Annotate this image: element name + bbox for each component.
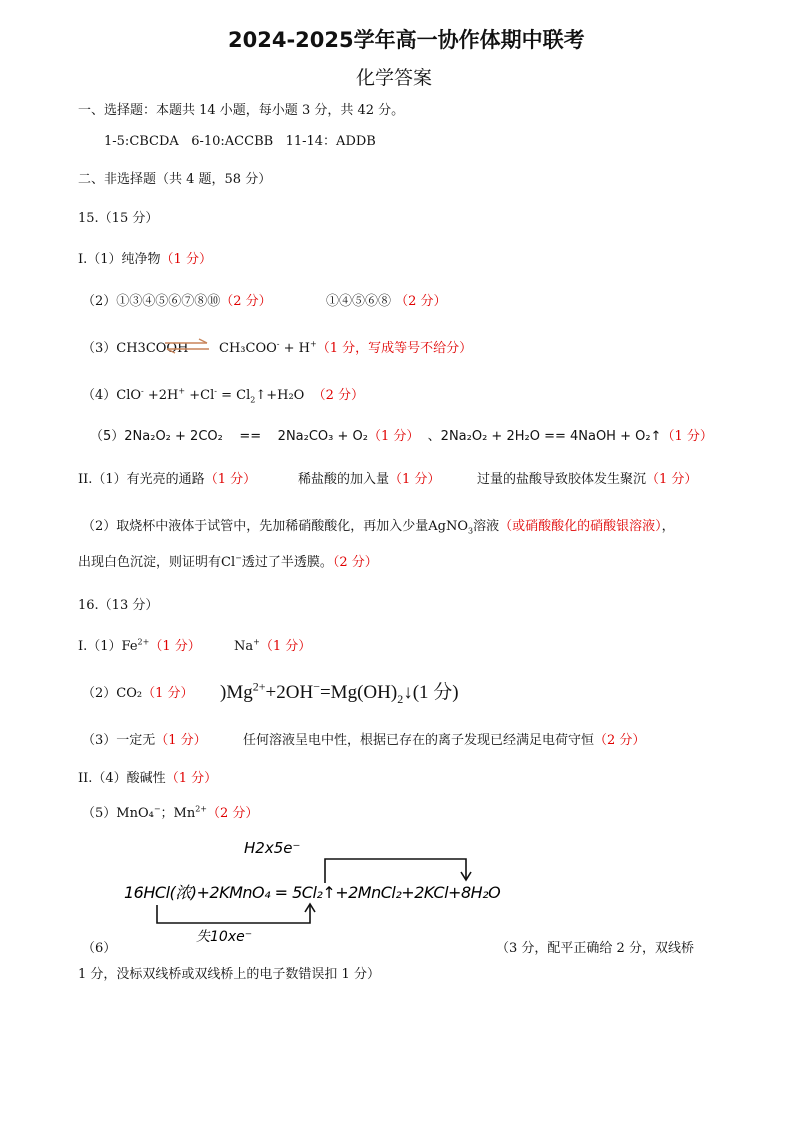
q16-i1-b [234, 635, 311, 654]
q15-ii2-comma: ， [661, 519, 675, 534]
q15-i4-b: +2H [147, 388, 179, 403]
q15-i5 [90, 425, 713, 444]
q15-i4-d: = Cl [221, 388, 251, 403]
q15-ii2-line1: （2）取烧杯中液体于试管中，先加稀硝酸酸化，再加入少量AgNO$_3$溶液（或硝酸酸化的硝酸银溶液）， [82, 519, 675, 536]
q16-ii5: （5）MnO₄−；$Mn^{2+}(2$ 分） [82, 804, 259, 821]
q15-i2-b [326, 290, 447, 309]
q15-ii2-alt: （或硝酸酸化的硝酸银溶液） [499, 519, 662, 534]
q15-i2-score2: （2 分） [395, 294, 447, 309]
q15-i1-label: I.（1）纯净物 [78, 252, 161, 267]
q15-i4: $(4)ClO^- +2H^+ +Cl^- = Cl_2↑+H_2O$ （2 分） [82, 386, 364, 405]
q16-ii4 [78, 767, 217, 786]
q15-i4-score: （2 分） [312, 388, 364, 403]
q15-i3-product: CH₃COO [219, 341, 277, 356]
q16-i3-b [243, 729, 645, 748]
q15-i1-score: （1 分） [160, 252, 212, 267]
q16-i2-eq: )Mg [220, 682, 253, 703]
page-title: 2024-2025学年高一协作体期中联考 [228, 28, 585, 52]
q15-i1 [78, 248, 212, 267]
q15-i3-plus: + H [283, 341, 310, 356]
q16-i1-label: I.（1）Fe [78, 639, 138, 654]
q16-ii4-score: （1 分） [165, 771, 218, 786]
page-subtitle: 化学答案 [356, 67, 433, 89]
q16-ii5-label: （5）MnO₄ [82, 806, 154, 821]
q16-ii5-sup: 2+ [195, 804, 208, 814]
q15-ii1-score2: （1 分） [389, 472, 441, 487]
q15-ii2-text1b: 溶液 [473, 519, 500, 534]
q15-i5-sep: 、 [427, 429, 441, 444]
q16-heading: 16.（13 分） [78, 598, 159, 613]
q16-ii6-note2: 1 分，没标双线桥或双线桥上的电子数错误扣 1 分） [78, 967, 380, 982]
q15-i3-b: CH₃COO- + H+（1 分，写成等号不给分） [219, 339, 473, 356]
q15-i3-label: （3）CH3COOH [82, 341, 189, 356]
q16-ii5-sep: ；Mn [160, 806, 196, 821]
q16-i1-score1: （1 分） [149, 639, 201, 654]
q15-i4-e: ↑+H₂O [255, 388, 305, 403]
q15-ii2-score: （2 分） [332, 555, 378, 570]
q16-i2 [82, 682, 194, 701]
q15-ii1-c [477, 468, 697, 487]
q16-i1-sup2: + [253, 637, 260, 647]
q16-ii4-label: II.（4）酸碱性 [78, 771, 166, 786]
q16-i2-eq-c: =Mg(OH) [319, 682, 398, 703]
q15-i2-label: （2）①③④⑤⑥⑦⑧⑩ [82, 294, 221, 309]
q15-ii2-text2: 出现白色沉淀，则证明有 [78, 555, 222, 570]
q15-ii1 [78, 468, 256, 487]
equilibrium-arrow-icon [163, 338, 211, 354]
q15-i2-score1: （2 分） [220, 294, 272, 309]
q16-i1-sup1: 2+ [137, 637, 150, 647]
q16-ii5-score: （2 分） [207, 806, 259, 821]
q15-ii1-label: II.（1）有光亮的通路 [78, 472, 205, 487]
q16-i3-score1: （1 分） [155, 733, 207, 748]
q16-i3-score2: （2 分） [594, 733, 646, 748]
q15-i5-eq2: 2Na₂O₂ + 2H₂O == 4NaOH + O₂↑ [440, 429, 662, 444]
q15-ii2-line2: 出现白色沉淀，则证明有Cl−透过了半透膜。（2 分） [78, 553, 378, 570]
q15-i4-a: （4）ClO [82, 388, 142, 403]
q16-i1 [78, 635, 201, 654]
section-2-heading: 二、非选择题（共 4 题，58 分） [78, 172, 272, 187]
q15-ii1-ans3: 过量的盐酸导致胶体发生聚沉 [477, 472, 647, 487]
q16-i3-reason: 任何溶液呈电中性，根据已存在的离子发现已经满足电荷守恒 [243, 733, 595, 748]
q16-i1-score2: （1 分） [259, 639, 312, 654]
hw-top-label: H2x5e⁻ [244, 839, 301, 857]
q15-ii2-cl: Cl [221, 555, 236, 570]
hw-equation: 16HCl(浓)+2KMnO₄ = 5Cl₂↑+2MnCl₂+2KCl+8H₂O [124, 883, 501, 902]
q15-ii1-ans2: 稀盐酸的加入量 [298, 472, 390, 487]
q16-i3-label: （3）一定无 [82, 733, 156, 748]
q15-i2-ans2: ①④⑤⑥⑧ [326, 294, 392, 309]
q15-i5-score1: （1 分） [367, 429, 420, 444]
q16-ii6-note1: （3 分，配平正确给 2 分，双线桥 [496, 941, 694, 956]
q16-i1-na: Na [234, 639, 254, 654]
q16-i2-eq-b: +2OH [265, 682, 314, 703]
q15-i2 [82, 290, 272, 309]
mcq-answers: 1-5:CBCDA 6-10:ACCBB 11-14：ADDB [104, 134, 376, 149]
q16-ii6-label: （6） [82, 941, 117, 956]
q16-i3 [82, 729, 207, 748]
hw-bottom-label: 失10xe⁻ [196, 929, 253, 945]
q15-ii1-b [298, 468, 440, 487]
q16-i2-eq-d: ↓(1 分) [403, 682, 459, 703]
q16-i2-score1: （1 分） [142, 686, 194, 701]
q15-ii2-agno3: AgNO [428, 519, 469, 534]
q15-ii2-text1: （2）取烧杯中液体于试管中，先加稀硝酸酸化，再加入少量 [82, 519, 429, 534]
section-1-heading: 一、选择题：本题共 14 小题，每小题 3 分，共 42 分。 [78, 103, 405, 118]
q15-heading: 15.（15 分） [78, 211, 159, 226]
q15-i3-score: （1 分，写成等号不给分） [316, 341, 473, 356]
q15-i5-score2: （1 分） [661, 429, 713, 444]
q16-i2-label: （2）CO₂ [82, 686, 143, 701]
q15-ii1-score1: （1 分） [204, 472, 257, 487]
q15-ii1-score3: （1 分） [646, 472, 698, 487]
q15-i5-eq1: （5）2Na₂O₂ + 2CO₂ == 2Na₂CO₃ + O₂ [90, 429, 368, 444]
q15-ii2-text2b: 透过了半透膜。 [241, 555, 333, 570]
q15-i4-c: +Cl [189, 388, 215, 403]
q16-i2-equation: )$Mg^{2+}+2OH^-=Mg(OH)_2↓(1$ 分) [220, 679, 459, 706]
